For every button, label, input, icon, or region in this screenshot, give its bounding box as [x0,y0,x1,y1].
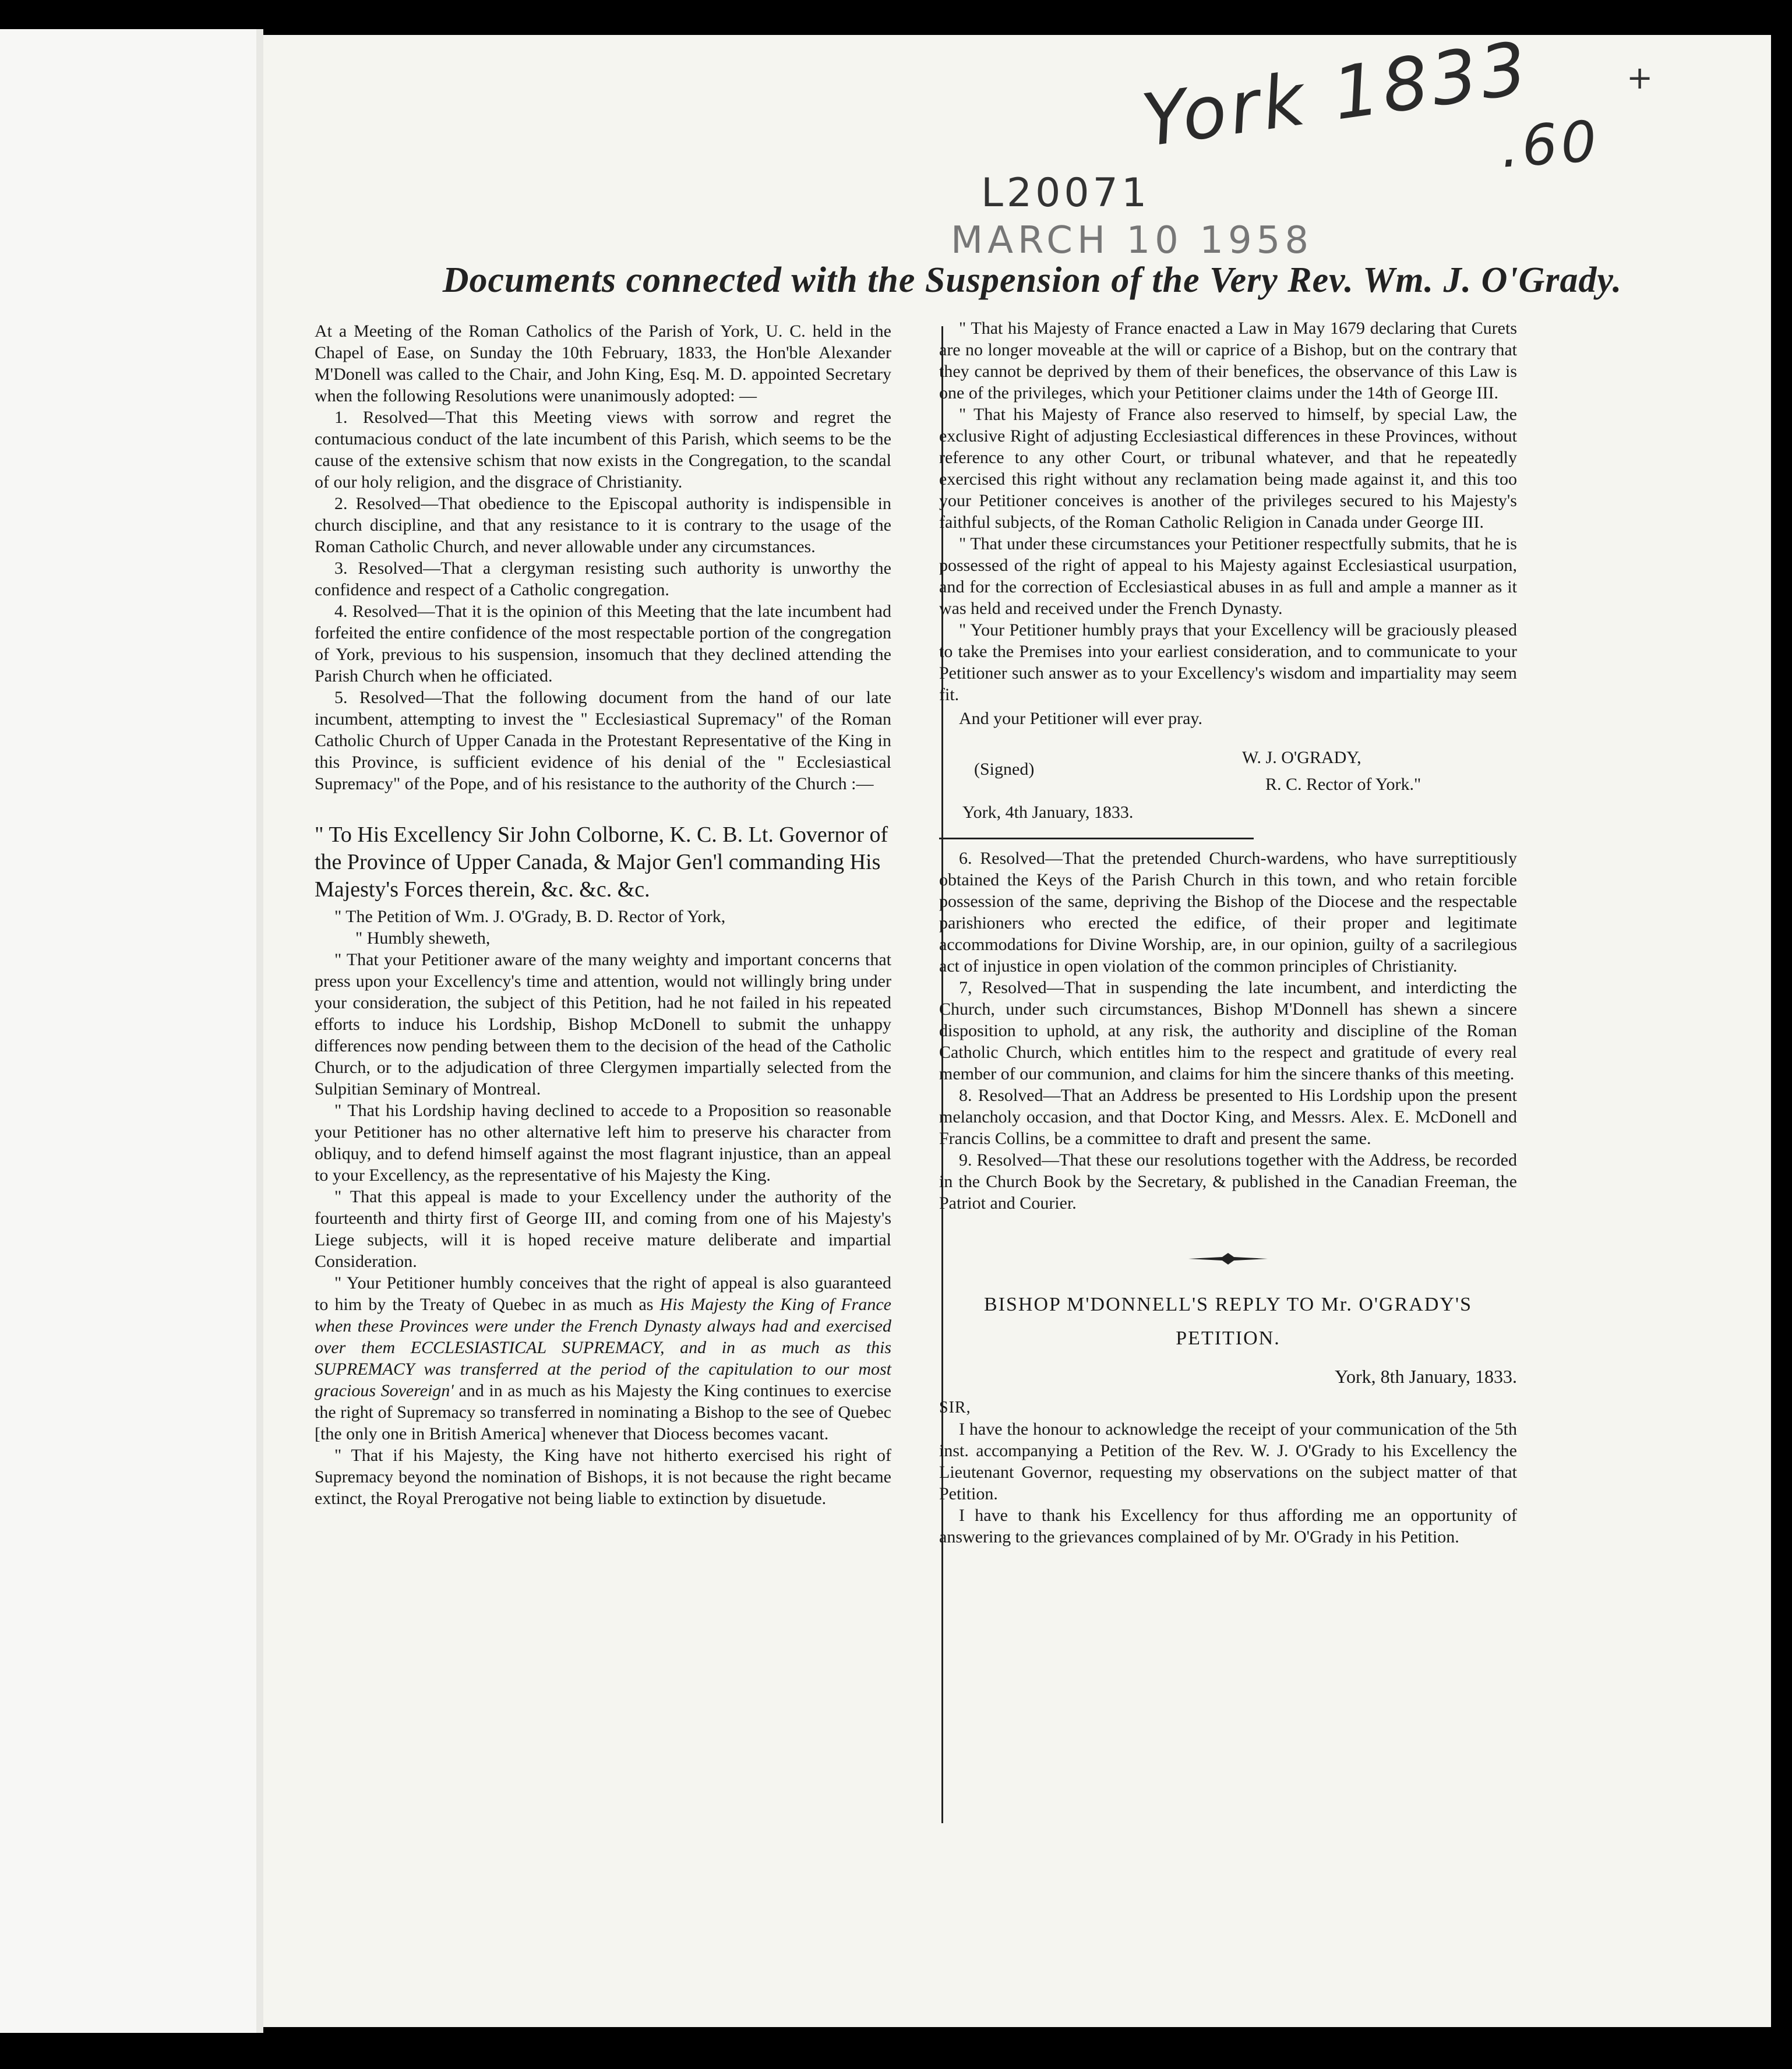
petition-paragraph-9: " Your Petitioner humbly prays that your Excellency will be graciously pleased to take the Premises into your earliest consideration, and to communicate to your Petitioner such answer as to your Excellency's wisdom and impartiality may seem fit. [939,620,1517,704]
petition-paragraph-4a: " Your Petitioner humbly conceives that the right of appeal is also guaranteed to him by the Treaty of Quebec in as much as [315,1273,891,1314]
resolution-5: 5. Resolved—That the following document from the hand of our late incumbent, attempting to invest the " Ecclesiastical Supremacy" of the Roman Catholic Church of Upper Canada in the Protestant Representative of the King in this Province, is sufficient evidence of his denial of the " Ecclesiastical Supremacy" of the Pope, and of his resistance to the authority of the Church :— [315,688,891,793]
meeting-intro: At a Meeting of the Roman Catholics of the Parish of York, U. C. held in the Chapel of Ease, on Sunday the 10th February, 1833, the Hon'ble Alexander M'Donell was called to the Chair, and John King, Esq. M. D. appointed Secretary when the following Resolutions were unanimously adopted: — [315,322,891,405]
page-gutter [256,29,263,2033]
handwritten-mark: + [1627,59,1653,96]
facing-page-edge [0,29,256,2033]
petition-paragraph-4c: and in as much as his Majesty the King continues to exercise the right of Supremacy so transferred in nominating a Bishop to the see of Quebec [the only one in British America] whenever that Diocess becomes vacant. [315,1381,892,1443]
petition-of: " The Petition of Wm. J. O'Grady, B. D. Rector of York, [334,907,726,926]
petition-paragraph-6: " That his Majesty of France enacted a Law in May 1679 declaring that Curets are no longer moveable at the will or caprice of a Bishop, but on the contrary that they cannot be deprived by them of their benefices, the observance of this Law is one of the privileges, which your Petitioner claims under the 14th of George III. [939,319,1517,402]
resolution-2: 2. Resolved—That obedience to the Episcopal authority is indispensible in church discipline, and that any resistance to it is contrary to the usage of the Roman Catholic Church, and never allowable under any circumstances. [315,494,891,556]
petition-paragraph-5: " That if his Majesty, the King have not hitherto exercised his right of Supremacy beyond the nomination of Bishops, it is not because the right became extinct, the Royal Prerogative not being liable to extinction by disuetude. [315,1446,891,1508]
catalog-number: L20071 [981,170,1151,216]
petition-paragraph-3: " That this appeal is made to your Excellency under the authority of the fourteenth and thirty first of George III, and coming from one of his Majesty's Liege subjects, will it is hoped receive mature deliberate and impartial Consideration. [315,1187,891,1271]
resolution-3: 3. Resolved—That a clergyman resisting such authority is unworthy the confidence and respect of a Catholic congregation. [315,559,891,599]
resolution-4: 4. Resolved—That it is the opinion of this Meeting that the late incumbent had forfeited the entire confidence of the most respectable portion of the congregation of York, previous to his suspension, insomuch that they declined attending the Parish Church when he officiated. [315,602,891,686]
petition-paragraph-4-italic: His Majesty the King of France when these Provinces were under the French Dynasty always had and exercised over them ECCLESIASTICAL SUPREMACY, and in as much as this SUPREMACY was transferred at the period of the capitulation to our most gracious Sovereign' [315,1295,891,1400]
signature-name: W. J. O'GRADY, [1242,748,1361,767]
reply-heading: BISHOP M'DONNELL'S REPLY TO Mr. O'GRADY'S [984,1294,1472,1315]
resolution-9: 9. Resolved—That these our resolutions together with the Address, be recorded in the Church Book by the Secretary, & published in the Canadian Freeman, the Patriot and Courier. [939,1150,1517,1213]
signed-label: (Signed) [974,760,1035,779]
ornament-icon [1187,1252,1269,1266]
right-column [939,317,1517,1548]
ornament-divider [939,1249,1517,1270]
document-title: Documents connected with the Suspension of the Very Rev. Wm. J. O'Grady. [442,260,1622,300]
signature-block [939,747,1517,834]
petition-address: " To His Excellency Sir John Colborne, K. C. B. Lt. Governor of the Province of Upper Canada, & Major Gen'l commanding His Majesty's Forces therein, &c. &c. &c. [315,822,888,902]
document-page [263,26,1771,2027]
reply-salutation: SIR, [939,1399,971,1417]
petition-paragraph-4 [315,1272,891,1445]
handwritten-number-note: .60 [1498,108,1603,181]
signature-title: R. C. Rector of York." [1265,775,1421,794]
resolution-7: 7, Resolved—That in suspending the late incumbent, and interdicting the Church, under such circumstances, Bishop M'Donnell has shewn a sincere disposition to uphold, at any risk, the authority and discipline of the Roman Catholic Church, which entitles him to the respect and gratitude of every real member of our communion, and claims for him the sincere thanks of this meeting. [939,978,1517,1083]
resolution-6: 6. Resolved—That the pretended Church-wardens, who have surreptitiously obtained the Keys of the Parish Church in this town, and who retain forcible possession of the same, depriving the Bishop of the Diocese and the respectable parishioners who erected the edifice, of their proper and legitimate accommodations for Divine Worship, are, in our opinion, guilty of a sacrilegious act of injustice in open violation of the common principles of Christianity. [939,849,1517,976]
petition-closing: And your Petitioner will ever pray. [959,709,1202,728]
section-rule [939,838,1254,839]
resolution-1: 1. Resolved—That this Meeting views with sorrow and regret the contumacious conduct of the late incumbent of this Parish, which seems to be the cause of the extensive schism that now exists in the Congregation, to the scandal of our holy religion, and the disgrace of Christianity. [315,408,891,492]
petition-paragraph-8: " That under these circumstances your Petitioner respectfully submits, that he is possessed of the right of appeal to his Majesty against Ecclesiastical usurpation, and for the correction of Ecclesiastical abuses in as full and ample a manner as it was held and received under the French Dynasty. [939,534,1517,618]
reply-paragraph-1: I have the honour to acknowledge the receipt of your communication of the 5th inst. accompanying a Petition of the Rev. W. J. O'Grady to his Excellency the Lieutenant Governor, requesting my observations on the subject matter of that Petition. [939,1420,1517,1503]
left-column [315,320,891,1509]
resolution-8: 8. Resolved—That an Address be presented to His Lordship upon the present melancholy occasion, and that Doctor King, and Messrs. Alex. E. McDonell and Francis Collins, be a committee to draft and present the same. [939,1086,1517,1148]
signature-date: York, 4th January, 1833. [962,803,1134,822]
handwritten-year-note: York 1833 [1137,26,1536,164]
petition-paragraph-2: " That his Lordship having declined to accede to a Proposition so reasonable your Petitioner has no other alternative left him to preserve his character from obliquy, and to defend himself against the most flagrant injustice, than an appeal to your Excellency, as the representative of his Majesty the King. [315,1101,891,1185]
reply-date: York, 8th January, 1833. [1335,1366,1517,1387]
date-stamp: MARCH 10 1958 [951,219,1314,262]
petition-paragraph-7: " That his Majesty of France also reserved to himself, by special Law, the exclusive Right of adjusting Ecclesiastical differences in these Provinces, without reference to any other Court, or tribunal whatever, and that he repeatedly exercised this right without any reclamation being made against it, and this too your Petitioner conceives is another of the privileges secured to his Majesty's faithful subjects, of the Roman Catholic Religion in Canada under George III. [939,405,1517,532]
reply-heading-petition: PETITION. [1176,1327,1280,1349]
humbly-sheweth: " Humbly sheweth, [355,928,491,948]
petition-paragraph-1: " That your Petitioner aware of the many weighty and important concerns that press upon your Excellency's time and attention, would not willingly bring under your consideration, the subject of this Petition, had he not failed in his repeated efforts to induce his Lordship, Bishop McDonell to submit the unhappy differences now pending between them to the decision of the head of the Catholic Church, or to the adjudication of three Clergymen impartially selected from the Sulpitian Seminary of Montreal. [315,950,891,1099]
reply-paragraph-2: I have to thank his Excellency for thus affording me an opportunity of answering to the grievances complained of by Mr. O'Grady in his Petition. [939,1506,1517,1547]
